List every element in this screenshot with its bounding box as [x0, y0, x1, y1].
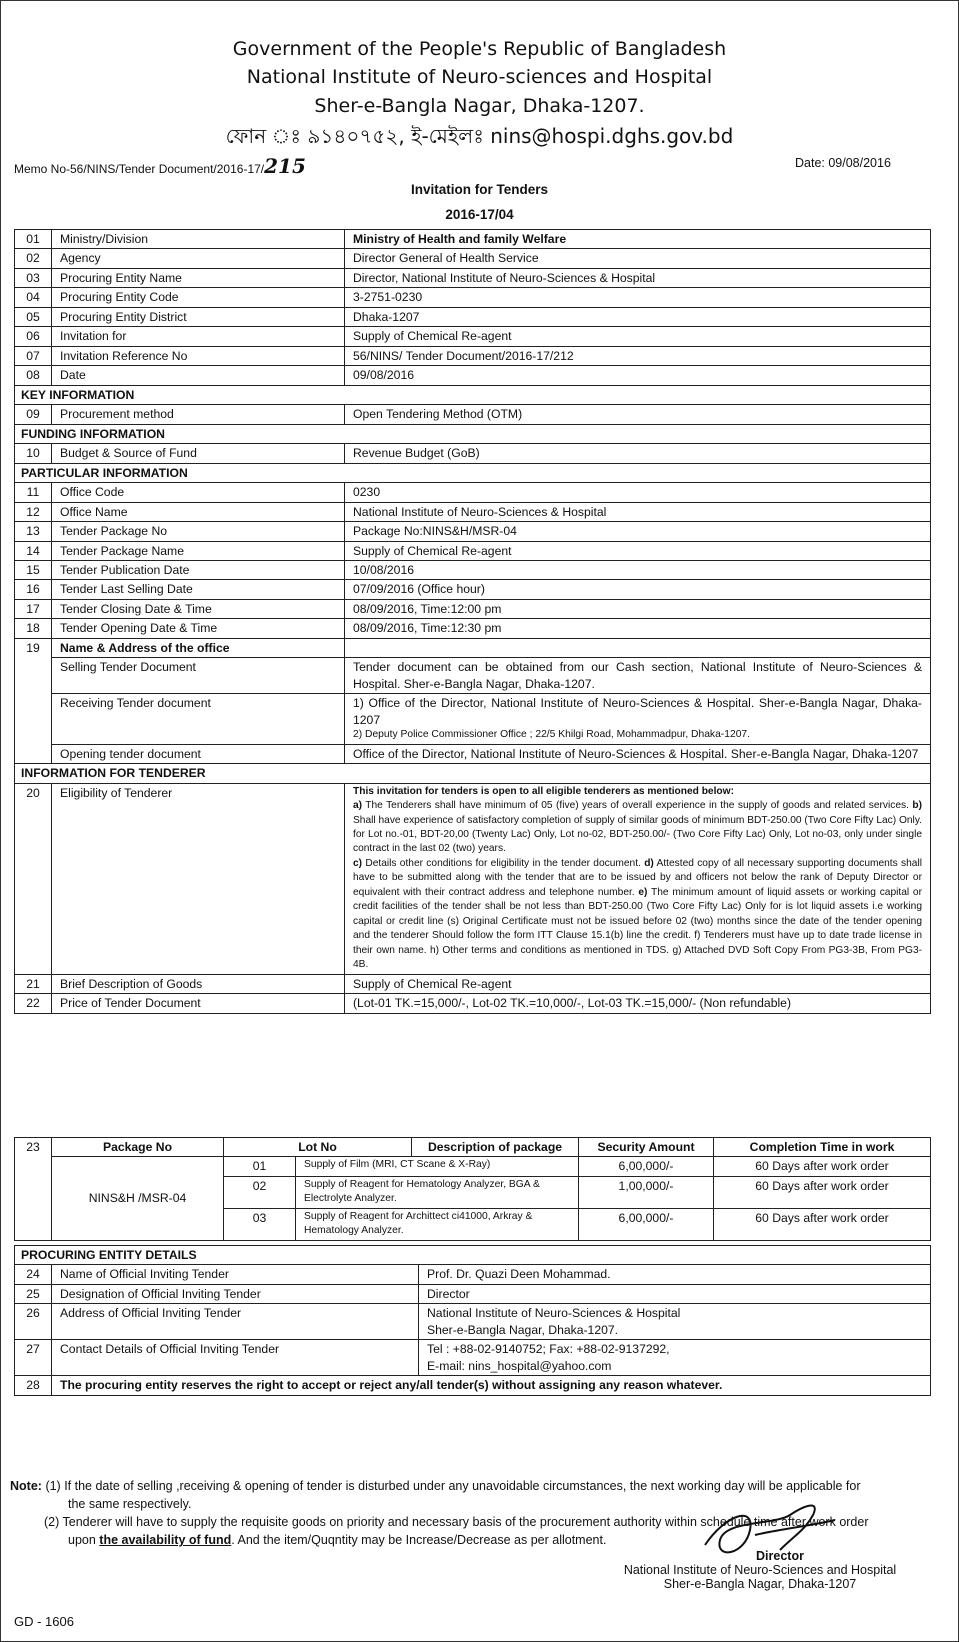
- row-number: 20: [15, 783, 52, 974]
- table-row: [15, 230, 931, 249]
- clause-mark: c): [353, 857, 363, 869]
- row-value: Tender document can be obtained from our Cash section, National Institute of Neuro-Sciences & Hospital. Sher-e-Bangla Nagar, Dhaka-1207.: [345, 658, 931, 694]
- note-1-text: (1) If the date of selling ,receiving & opening of tender is disturbed under any unavoidable circumstances, the next working day will be applicable for: [45, 1479, 861, 1493]
- row-value: Open Tendering Method (OTM): [345, 405, 931, 424]
- row-number: 25: [15, 1284, 52, 1303]
- table-row: [15, 346, 931, 365]
- row-label: Designation of Official Inviting Tender: [52, 1284, 419, 1303]
- row-number: 15: [15, 560, 52, 579]
- clause-text: Attested copy of all necessary supporting documents shall have to be submitted along with the tender that are to be issued by and officers not below the rank of Deputy Director or equivalent with their contract address and telephone number.: [353, 857, 922, 898]
- row-number: 21: [15, 974, 52, 993]
- lot-description: Supply of Film (MRI, CT Scane & X-Ray): [296, 1157, 579, 1176]
- address-line-1: National Institute of Neuro-Sciences & Hospital: [427, 1306, 681, 1321]
- memo-text: Memo No-56/NINS/Tender Document/2016-17/: [14, 162, 265, 176]
- memo-date: Date: 09/08/2016: [795, 156, 891, 170]
- signatory-institute: National Institute of Neuro-Sciences and Hospital: [623, 1563, 897, 1577]
- table-row: [15, 522, 931, 541]
- clause-mark: a): [353, 800, 363, 812]
- table-row: [15, 994, 931, 1013]
- row-label: Office Name: [52, 502, 345, 521]
- row-number: 28: [15, 1376, 52, 1395]
- note-2-prefix: upon: [68, 1533, 100, 1548]
- table-row: [15, 366, 931, 385]
- header-institute: National Institute of Neuro-sciences and Hospital: [246, 66, 713, 88]
- row-label: Tender Package No: [52, 522, 345, 541]
- row-value: Supply of Chemical Re-agent: [345, 327, 931, 346]
- row-value: Revenue Budget (GoB): [345, 444, 931, 463]
- row-label: Tender Package Name: [52, 541, 345, 560]
- signatory-address: Sher-e-Bangla Nagar, Dhaka-1207: [663, 1577, 857, 1591]
- row-label: Selling Tender Document: [52, 658, 345, 694]
- memo-handwritten-number: 215: [264, 154, 306, 178]
- row-value: National Institute of Neuro-Sciences & Hospital: [345, 502, 931, 521]
- section-heading: [15, 463, 931, 482]
- row-number: 11: [15, 483, 52, 502]
- table-row: [15, 444, 931, 463]
- header-government: Government of the People's Republic of Bangladesh: [232, 38, 727, 60]
- row-value: 0230: [345, 483, 931, 502]
- table-row: [15, 1284, 931, 1303]
- table-row: [15, 638, 931, 657]
- row-value: (Lot-01 TK.=15,000/-, Lot-02 TK.=10,000/-, Lot-03 TK.=15,000/- (Non refundable): [345, 994, 931, 1013]
- row-number: 18: [15, 619, 52, 638]
- package-number: NINS&H /MSR-04: [52, 1157, 224, 1240]
- row-label: Eligibility of Tenderer: [52, 783, 345, 974]
- row-label: Opening tender document: [52, 744, 345, 763]
- row-value: [345, 694, 931, 744]
- row-value: 08/09/2016, Time:12:30 pm: [345, 619, 931, 638]
- table-row: [15, 483, 931, 502]
- row-label: Procurement method: [52, 405, 345, 424]
- table-row: [15, 405, 931, 424]
- row-label: Procuring Entity Code: [52, 288, 345, 307]
- table-row: [15, 249, 931, 268]
- row-value: Package No:NINS&H/MSR-04: [345, 522, 931, 541]
- lot-completion-time: 60 Days after work order: [714, 1157, 931, 1176]
- header-description: Description of package: [412, 1138, 579, 1157]
- row-number: 01: [15, 230, 52, 249]
- section-key-information: KEY INFORMATION: [15, 385, 931, 404]
- section-heading: [15, 385, 931, 404]
- section-heading: [15, 1246, 931, 1265]
- row-number: 04: [15, 288, 52, 307]
- row-label: Office Code: [52, 483, 345, 502]
- row-value: Prof. Dr. Quazi Deen Mohammad.: [419, 1265, 931, 1284]
- clause-mark: d): [644, 857, 654, 869]
- header-contact: ফোন ঃ ৯১৪০৭৫২, ই-মেইলঃ nins@hospi.dghs.gov.bd: [225, 124, 734, 148]
- lot-number: 01: [224, 1157, 296, 1176]
- table-row: [15, 694, 931, 744]
- clause-text: Shall have experience of satisfactory completion of supply of similar goods of minimum BDT-250.00 (Two Core Fifty Lac) Only. for Lot no.-01, BDT-20,00 (Twenty Lac) Only, Lot no-02, BDT-250.00/- (Two Core Fifty Lac) Only, Lot no-03, only under single contract in the last 02 (two) years.: [353, 814, 922, 855]
- row-value: Ministry of Health and family Welfare: [345, 230, 931, 249]
- notes-label: Note:: [10, 1479, 42, 1493]
- signatory-title: Director: [756, 1549, 804, 1563]
- document-title: Invitation for Tenders: [410, 182, 548, 197]
- header-address: Sher-e-Bangla Nagar, Dhaka-1207.: [314, 95, 645, 117]
- table-row: [15, 502, 931, 521]
- row-value: [345, 638, 931, 657]
- row-label: Brief Description of Goods: [52, 974, 345, 993]
- row-number: 26: [15, 1304, 52, 1340]
- row-value: 07/09/2016 (Office hour): [345, 580, 931, 599]
- row-label: Receiving Tender document: [52, 694, 345, 744]
- table-row: [15, 619, 931, 638]
- row-number: 09: [15, 405, 52, 424]
- clause-mark: e): [638, 886, 648, 898]
- row-value: 56/NINS/ Tender Document/2016-17/212: [345, 346, 931, 365]
- row-label: Name of Official Inviting Tender: [52, 1265, 419, 1284]
- clause-text: The Tenderers shall have minimum of 05 (five) years of overall experience in the supply of goods and related services.: [362, 800, 909, 812]
- row-label: Address of Official Inviting Tender: [52, 1304, 419, 1340]
- section-heading: [15, 764, 931, 783]
- clause-mark: b): [912, 800, 922, 812]
- note-2-suffix: . And the item/Quqntity may be Increase/Decrease as per allotment.: [231, 1533, 607, 1548]
- table-row: [15, 327, 931, 346]
- row-number: 27: [15, 1340, 52, 1376]
- clause-text: The minimum amount of liquid assets or working capital or credit facilities of the tender shall be not less than BDT-250.00 (Two Core Fifty Lac) Only for is lot liquid assets i.e working capital or credit line (s) Original Certificate must not be issued before 02 (two) months since the date of the tender opening and the tenderer Should follow the form ITT Clause 15.1(b) line the credit. f) Tenderers must have up to date trade license in their own name. h) Other terms and conditions as mentioned in TDS. g) Attached DVD Soft Copy From PG3-3B, From PG3-4B.: [353, 886, 922, 971]
- eligibility-text: [345, 783, 931, 974]
- row-label: Name & Address of the office: [52, 638, 345, 657]
- note-2-text: (2) Tenderer will have to supply the requisite goods on priority and necessary basis of the procurement authority within schedule time after work order: [44, 1515, 869, 1530]
- row-value: Director: [419, 1284, 931, 1303]
- contact-phone: Tel : +88-02-9140752; Fax: +88-02-9137292,: [427, 1342, 670, 1357]
- table-row: [15, 288, 931, 307]
- document-subtitle: 2016-17/04: [445, 207, 514, 222]
- package-table: [14, 1137, 931, 1241]
- lot-number: 02: [224, 1176, 296, 1208]
- row-value: Office of the Director, National Institute of Neuro-Sciences & Hospital. Sher-e-Bangla Nagar, Dhaka-1207: [345, 744, 931, 763]
- row-label: Date: [52, 366, 345, 385]
- row-label: Contact Details of Official Inviting Tender: [52, 1340, 419, 1376]
- row-value: Director General of Health Service: [345, 249, 931, 268]
- note-1-continued: the same respectively.: [68, 1497, 192, 1512]
- row-number: 24: [15, 1265, 52, 1284]
- note-1: [10, 1477, 935, 1495]
- row-label: Invitation for: [52, 327, 345, 346]
- row-number: 05: [15, 307, 52, 326]
- header-security-amount: Security Amount: [579, 1138, 714, 1157]
- receiving-address-2: 2) Deputy Police Commissioner Office ; 22/5 Khilgi Road, Mohammadpur, Dhaka-1207.: [353, 729, 751, 741]
- table-row: [15, 307, 931, 326]
- address-line-2: Sher-e-Bangla Nagar, Dhaka-1207.: [427, 1322, 619, 1337]
- eligibility-intro: This invitation for tenders is open to all eligible tenderers as mentioned below:: [353, 785, 734, 797]
- row-label: Invitation Reference No: [52, 346, 345, 365]
- row-label: Procuring Entity Name: [52, 268, 345, 287]
- reservation-statement: The procuring entity reserves the right to accept or reject any/all tender(s) without assigning any reason whatever.: [52, 1376, 931, 1395]
- contact-email: E-mail: nins_hospital@yahoo.com: [427, 1358, 612, 1373]
- row-value: [419, 1340, 931, 1376]
- section-particular-information: PARTICULAR INFORMATION: [15, 463, 931, 482]
- header-lot-no: Lot No: [224, 1138, 412, 1157]
- lot-row: [15, 1157, 931, 1176]
- header-package-no: Package No: [52, 1138, 224, 1157]
- lot-description: Supply of Reagent for Archittect ci41000, Arkray & Hematology Analyzer.: [296, 1208, 579, 1240]
- row-label: Agency: [52, 249, 345, 268]
- receiving-address-1: 1) Office of the Director, National Institute of Neuro-Sciences & Hospital. Sher-e-Bangla Nagar, Dhaka-1207: [353, 696, 922, 727]
- row-number: 06: [15, 327, 52, 346]
- row-number: 17: [15, 599, 52, 618]
- footer-code: GD - 1606: [14, 1614, 74, 1629]
- row-number: 13: [15, 522, 52, 541]
- table-row: [15, 1265, 931, 1284]
- row-value: Supply of Chemical Re-agent: [345, 541, 931, 560]
- row-number: 07: [15, 346, 52, 365]
- row-value: 10/08/2016: [345, 560, 931, 579]
- row-number: 23: [15, 1138, 52, 1241]
- row-label: Tender Last Selling Date: [52, 580, 345, 599]
- row-value: Supply of Chemical Re-agent: [345, 974, 931, 993]
- lot-security-amount: 1,00,000/-: [579, 1176, 714, 1208]
- lot-description: Supply of Reagent for Hematology Analyzer, BGA & Electrolyte Analyzer.: [296, 1176, 579, 1208]
- row-number: 12: [15, 502, 52, 521]
- table-row: [15, 599, 931, 618]
- row-label: Ministry/Division: [52, 230, 345, 249]
- section-funding-information: FUNDING INFORMATION: [15, 424, 931, 443]
- package-header-row: [15, 1138, 931, 1157]
- table-row: [15, 1376, 931, 1395]
- table-row: [15, 1304, 931, 1340]
- table-row: [15, 580, 931, 599]
- row-number: 03: [15, 268, 52, 287]
- row-value: 08/09/2016, Time:12:00 pm: [345, 599, 931, 618]
- section-heading: [15, 424, 931, 443]
- row-label: Price of Tender Document: [52, 994, 345, 1013]
- lot-security-amount: 6,00,000/-: [579, 1157, 714, 1176]
- table-row: [15, 783, 931, 974]
- row-number: 02: [15, 249, 52, 268]
- clause-text: Details other conditions for eligibility in the tender document.: [362, 857, 641, 869]
- header-completion-time: Completion Time in work: [714, 1138, 931, 1157]
- row-number: 16: [15, 580, 52, 599]
- lot-completion-time: 60 Days after work order: [714, 1208, 931, 1240]
- table-row: [15, 658, 931, 694]
- row-number: 10: [15, 444, 52, 463]
- lot-number: 03: [224, 1208, 296, 1240]
- table-row: [15, 1340, 931, 1376]
- section-information-for-tenderer: INFORMATION FOR TENDERER: [15, 764, 931, 783]
- table-row: [15, 560, 931, 579]
- table-row: [15, 974, 931, 993]
- entity-table: [14, 1245, 931, 1396]
- row-value: 09/08/2016: [345, 366, 931, 385]
- lot-security-amount: 6,00,000/-: [579, 1208, 714, 1240]
- row-number: 08: [15, 366, 52, 385]
- row-number: 22: [15, 994, 52, 1013]
- row-label: Tender Closing Date & Time: [52, 599, 345, 618]
- row-value: Director, National Institute of Neuro-Sciences & Hospital: [345, 268, 931, 287]
- row-label: Tender Publication Date: [52, 560, 345, 579]
- row-number: 14: [15, 541, 52, 560]
- row-value: 3-2751-0230: [345, 288, 931, 307]
- lot-completion-time: 60 Days after work order: [714, 1176, 931, 1208]
- row-number: 19: [15, 638, 52, 763]
- note-2-underlined: the availability of fund: [99, 1533, 232, 1548]
- tender-table: [14, 229, 931, 1014]
- table-row: [15, 744, 931, 763]
- row-label: Procuring Entity District: [52, 307, 345, 326]
- memo-number: [14, 154, 306, 178]
- row-label: Tender Opening Date & Time: [52, 619, 345, 638]
- table-row: [15, 268, 931, 287]
- row-label: Budget & Source of Fund: [52, 444, 345, 463]
- section-procuring-entity-details: PROCURING ENTITY DETAILS: [15, 1246, 931, 1265]
- signature-block: [590, 1549, 930, 1591]
- row-value: [419, 1304, 931, 1340]
- table-row: [15, 541, 931, 560]
- row-value: Dhaka-1207: [345, 307, 931, 326]
